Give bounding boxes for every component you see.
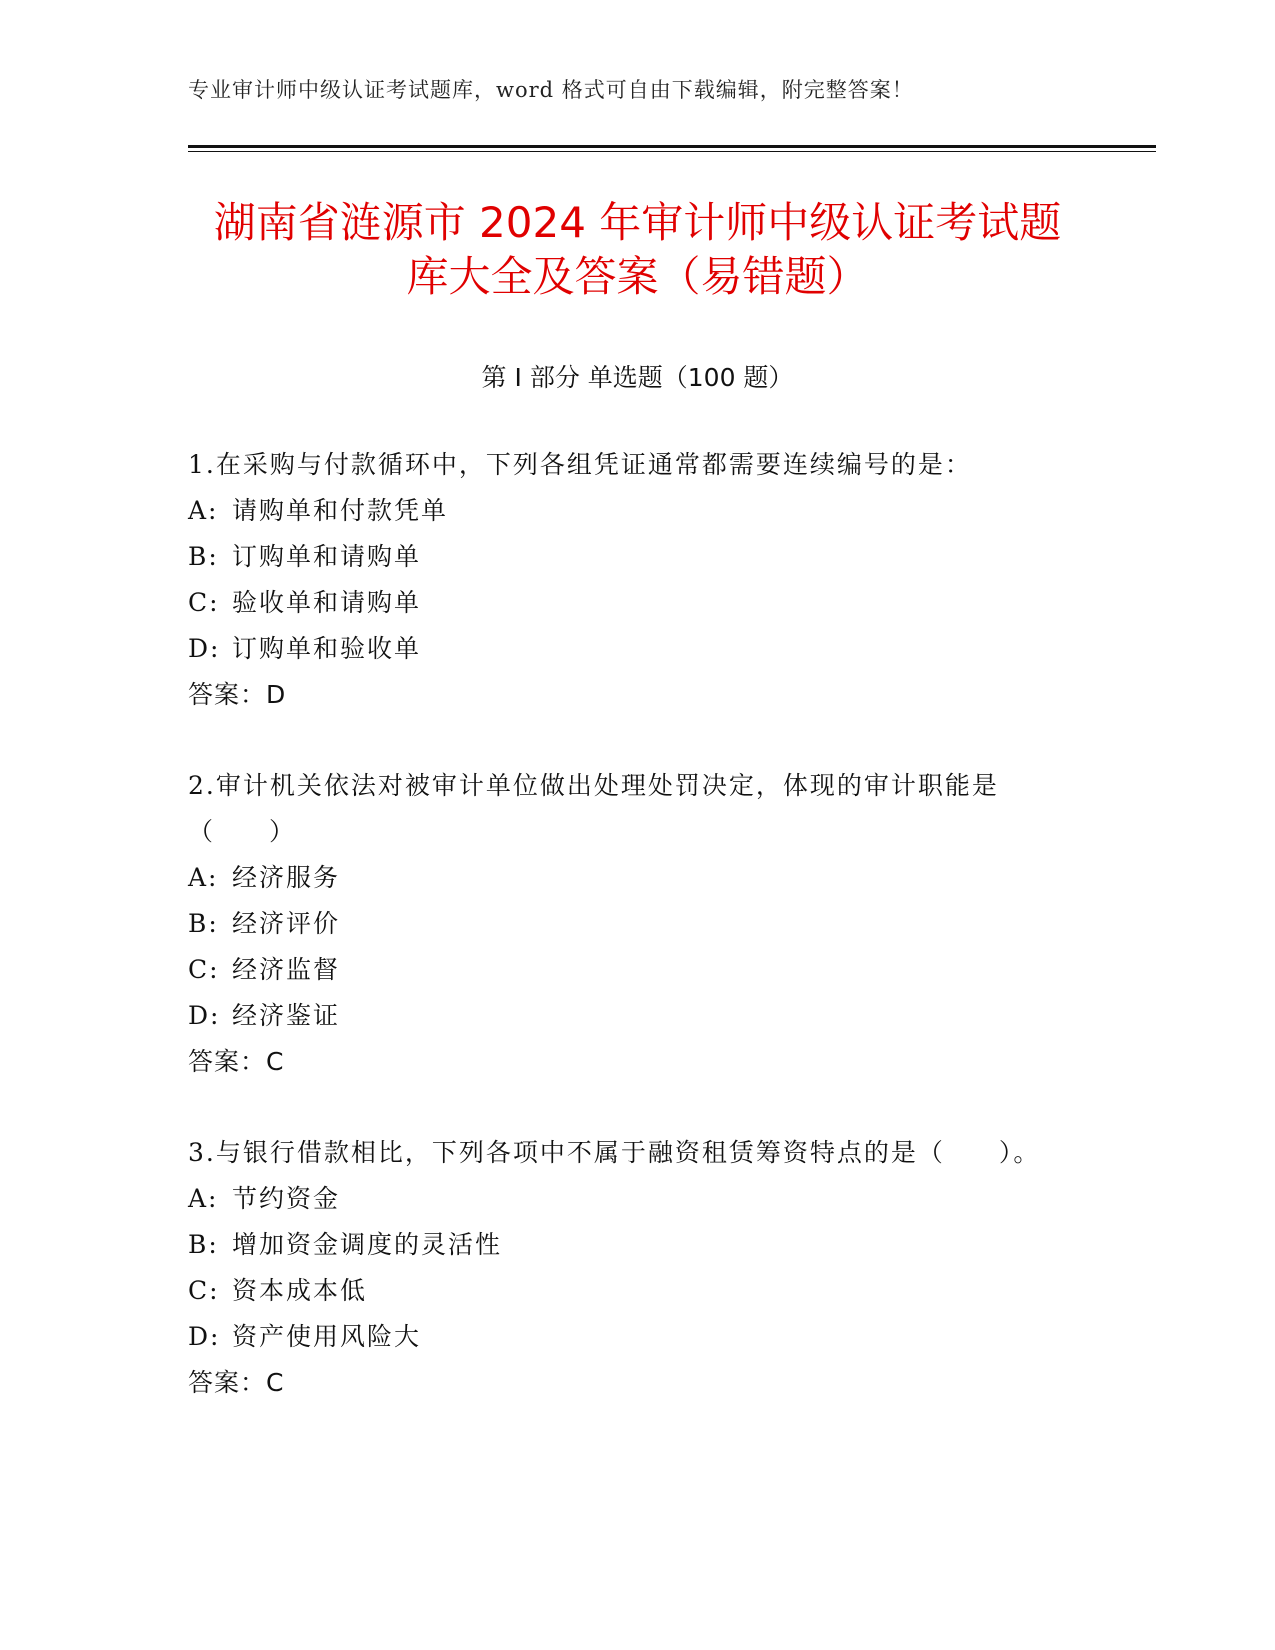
document-title-line-1: 湖南省涟源市 2024 年审计师中级认证考试题 xyxy=(213,198,1062,247)
option-letter: B: xyxy=(188,909,219,938)
option-letter: D: xyxy=(188,634,221,663)
question-stem: 3.与银行借款相比，下列各项中不属于融资租赁筹资特点的是（ ）。 xyxy=(188,1138,1041,1167)
option-text: 经济监督 xyxy=(232,955,341,984)
option-d xyxy=(188,993,1088,1039)
option-d xyxy=(188,626,1088,672)
option-text: 订购单和请购单 xyxy=(232,542,422,571)
option-d xyxy=(188,1314,1088,1360)
header-note: 专业审计师中级认证考试题库，word 格式可自由下载编辑，附完整答案！ xyxy=(188,78,914,102)
option-text: 节约资金 xyxy=(232,1184,341,1213)
option-b xyxy=(188,901,1088,947)
option-text: 经济服务 xyxy=(232,863,341,892)
option-letter: C: xyxy=(188,1276,220,1305)
option-c xyxy=(188,580,1088,626)
header-rule-thick xyxy=(188,145,1156,148)
option-text: 经济鉴证 xyxy=(232,1001,341,1030)
option-a xyxy=(188,488,1088,534)
option-text: 增加资金调度的灵活性 xyxy=(232,1230,503,1259)
document-title-line-2: 库大全及答案（易错题） xyxy=(406,252,869,301)
option-letter: A: xyxy=(188,1184,219,1213)
option-letter: B: xyxy=(188,1230,219,1259)
option-letter: D: xyxy=(188,1322,221,1351)
header-rule-thin xyxy=(188,151,1156,152)
option-text: 订购单和验收单 xyxy=(232,634,422,663)
document-title xyxy=(140,196,1135,304)
option-letter: D: xyxy=(188,1001,221,1030)
option-c xyxy=(188,1268,1088,1314)
option-letter: A: xyxy=(188,863,219,892)
option-b xyxy=(188,1222,1088,1268)
option-text: 资产使用风险大 xyxy=(232,1322,422,1351)
question-stem: 1.在采购与付款循环中，下列各组凭证通常都需要连续编号的是： xyxy=(188,450,972,479)
question-list xyxy=(188,442,1088,1451)
question-stem: 2.审计机关依法对被审计单位做出处理处罚决定，体现的审计职能是（ ） xyxy=(188,771,999,846)
option-text: 验收单和请购单 xyxy=(232,588,422,617)
option-a xyxy=(188,1176,1088,1222)
question-3 xyxy=(188,1130,1088,1406)
option-b xyxy=(188,534,1088,580)
answer: 答案：C xyxy=(188,1368,285,1397)
option-c xyxy=(188,947,1088,993)
option-letter: C: xyxy=(188,588,220,617)
option-letter: A: xyxy=(188,496,219,525)
option-text: 请购单和付款凭单 xyxy=(232,496,449,525)
option-a xyxy=(188,855,1088,901)
answer: 答案：D xyxy=(188,680,287,709)
section-heading: 第 I 部分 单选题（100 题） xyxy=(481,363,794,392)
option-letter: B: xyxy=(188,542,219,571)
option-letter: C: xyxy=(188,955,220,984)
question-1 xyxy=(188,442,1088,718)
answer: 答案：C xyxy=(188,1047,285,1076)
option-text: 经济评价 xyxy=(232,909,341,938)
question-2 xyxy=(188,763,1088,1085)
option-text: 资本成本低 xyxy=(232,1276,368,1305)
